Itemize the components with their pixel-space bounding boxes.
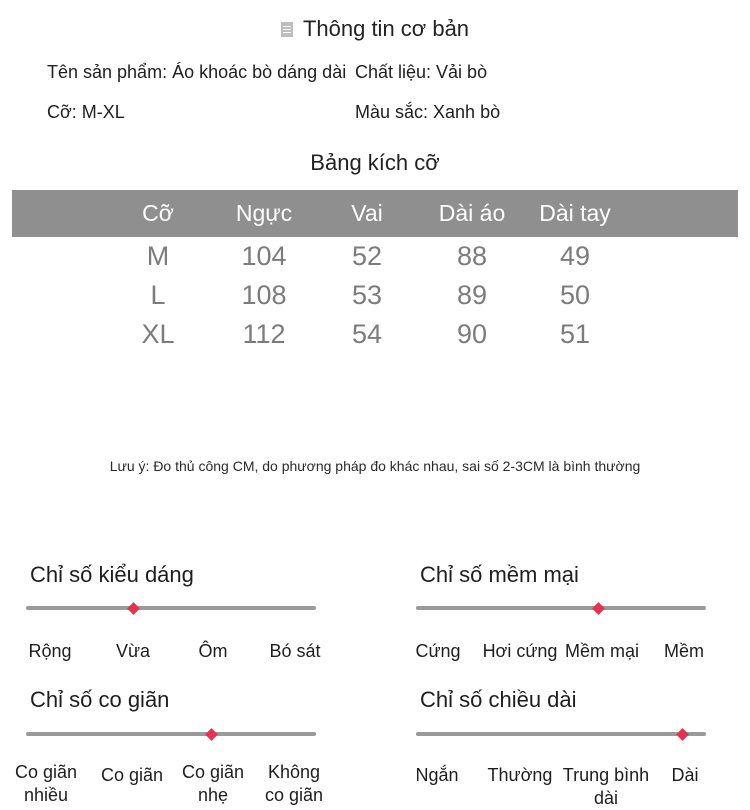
softness-index-label: Mềm mại — [564, 641, 639, 661]
size-table-title: Bảng kích cỡ — [310, 150, 440, 175]
table-cell: 90 — [456, 319, 488, 349]
length-index-label: Ngắn — [415, 765, 459, 785]
size-range: Cỡ: M-XL — [47, 102, 125, 122]
table-cell: 104 — [241, 241, 287, 271]
length-index-title: Chỉ số chiều dài — [420, 687, 577, 712]
softness-index-label: Mềm — [664, 641, 704, 661]
style-index-label: Rộng — [28, 641, 72, 661]
table-cell: 49 — [559, 241, 591, 271]
style-index-track — [26, 606, 316, 610]
table-cell: L — [150, 280, 166, 310]
table-cell: 54 — [351, 319, 383, 349]
table-cell: 50 — [559, 280, 591, 310]
table-cell: M — [146, 241, 170, 271]
measurement-note: Lưu ý: Đo thủ công CM, do phương pháp đo khác nhau, sai số 2-3CM là bình thường — [109, 458, 641, 474]
table-cell: 53 — [351, 280, 383, 310]
stretch-index-label: Co giãn — [100, 765, 164, 785]
material: Chất liệu: Vải bò — [355, 62, 488, 82]
table-cell: 89 — [456, 280, 488, 310]
table-header-shoulder: Vai — [351, 200, 383, 226]
style-index-label: Vừa — [115, 641, 151, 661]
softness-index-label: Hơi cứng — [482, 641, 558, 661]
length-index-track — [416, 732, 706, 736]
table-cell: 112 — [242, 319, 286, 349]
table-cell: 52 — [351, 241, 383, 271]
softness-index-marker — [592, 602, 605, 615]
style-index-label: Bó sát — [269, 641, 321, 661]
stretch-index-track — [26, 732, 316, 736]
table-header-length: Dài áo — [438, 200, 506, 226]
softness-index-label: Cứng — [415, 641, 461, 661]
length-index-label: Thường — [487, 765, 553, 785]
product-name: Tên sản phẩm: Áo khoác bò dáng dài — [47, 62, 347, 82]
stretch-index-title: Chỉ số co giãn — [30, 687, 170, 712]
length-index-marker — [676, 728, 689, 741]
table-cell: 88 — [456, 241, 488, 271]
table-header-size: Cỡ — [142, 200, 174, 226]
softness-index-track — [416, 606, 706, 610]
style-index-label: Ôm — [198, 641, 228, 661]
section-title-text: Thông tin cơ bản — [302, 16, 470, 41]
table-header-sleeve: Dài tay — [539, 200, 611, 226]
softness-index-title: Chỉ số mềm mại — [420, 562, 579, 587]
length-index-label: Dài — [671, 765, 699, 785]
stretch-index-label: Co giãn nhiều — [14, 762, 78, 805]
table-cell: 51 — [559, 319, 591, 349]
stretch-index-marker — [205, 728, 218, 741]
style-index-marker — [127, 602, 140, 615]
document-icon — [281, 22, 293, 37]
style-index-title: Chỉ số kiểu dáng — [30, 562, 194, 587]
stretch-index-label: Không co giãn — [264, 762, 324, 805]
table-cell: XL — [141, 319, 175, 349]
table-cell: 108 — [241, 280, 287, 310]
stretch-index-label: Co giãn nhẹ — [181, 762, 245, 805]
section-title-basic-info — [0, 16, 750, 42]
length-index-label: Trung bình dài — [562, 765, 650, 808]
table-header-chest: Ngực — [235, 200, 293, 226]
color: Màu sắc: Xanh bò — [355, 102, 501, 122]
